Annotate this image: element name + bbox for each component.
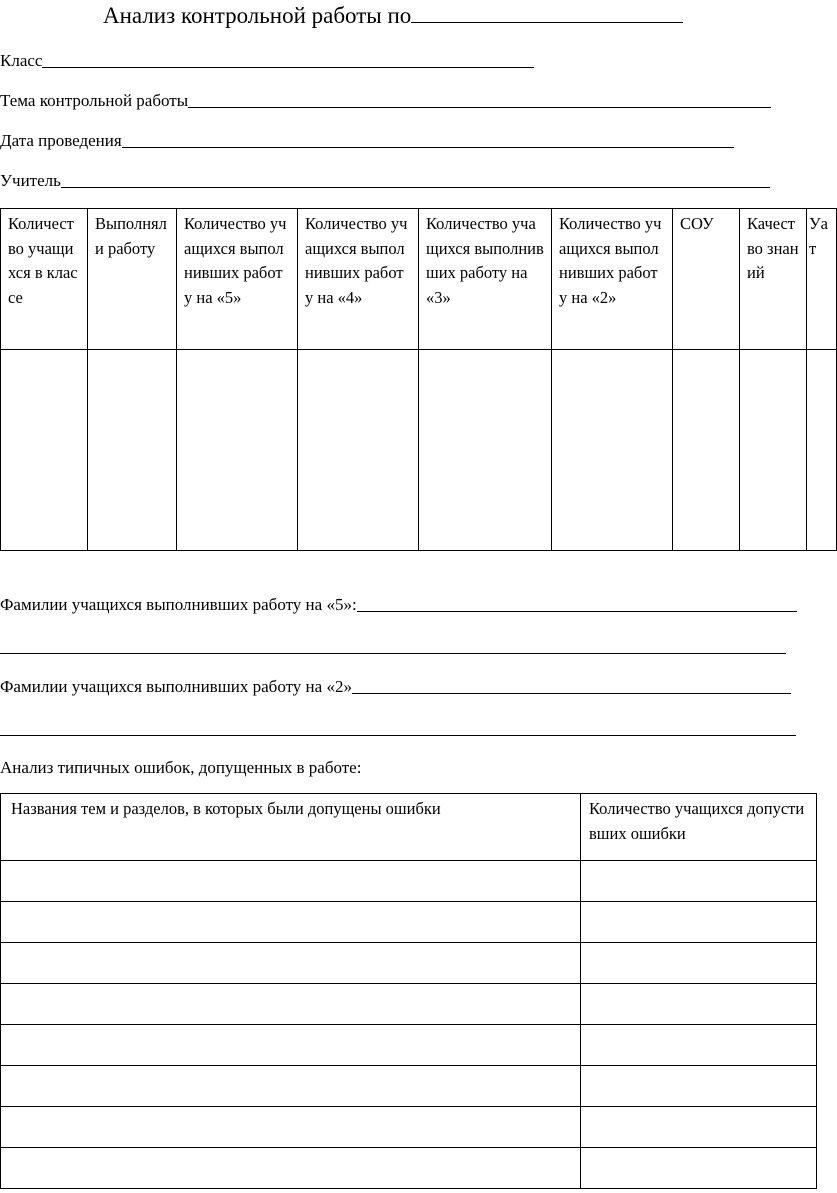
input-cell[interactable] <box>1 902 581 943</box>
names-5-blank-line[interactable] <box>0 653 786 654</box>
class-field[interactable] <box>0 50 534 72</box>
input-cell[interactable] <box>581 1025 817 1066</box>
teacher-field[interactable] <box>0 170 770 192</box>
table-row <box>1 984 817 1025</box>
input-cell[interactable] <box>1 943 581 984</box>
title-text: Анализ контрольной работы по <box>103 3 412 28</box>
page-title <box>103 2 683 30</box>
topic-label: Тема контрольной работы <box>0 91 189 110</box>
table-row <box>1 1066 817 1107</box>
names-2-blank[interactable] <box>352 692 791 694</box>
input-cell[interactable] <box>581 902 817 943</box>
input-cell[interactable] <box>298 350 419 551</box>
table-row <box>1 902 817 943</box>
header-cell: Выполняли работу <box>88 209 177 350</box>
date-field[interactable] <box>0 130 734 152</box>
header-cell: Количество учащихся выполнивших работу на «2» <box>552 209 673 350</box>
input-cell[interactable] <box>581 1066 817 1107</box>
table-row <box>1 1148 817 1189</box>
input-cell[interactable] <box>807 350 837 551</box>
topic-field[interactable] <box>0 90 771 112</box>
date-label: Дата проведения <box>0 131 122 150</box>
names-5-field[interactable] <box>0 594 797 616</box>
class-label: Класс <box>0 51 43 70</box>
input-cell[interactable] <box>1 1025 581 1066</box>
input-cell[interactable] <box>1 1066 581 1107</box>
table-row <box>1 1025 817 1066</box>
input-cell[interactable] <box>581 861 817 902</box>
input-cell[interactable] <box>419 350 552 551</box>
header-cell: Количество учащихся выполнивших работу на «5» <box>177 209 298 350</box>
names-2-blank-line[interactable] <box>0 735 796 736</box>
results-header-row <box>1 209 837 350</box>
header-cell: Уа т <box>807 209 837 350</box>
input-cell[interactable] <box>1 350 88 551</box>
input-cell[interactable] <box>740 350 807 551</box>
errors-header-row <box>1 794 817 861</box>
input-cell[interactable] <box>177 350 298 551</box>
errors-heading <box>0 757 361 779</box>
table-row <box>1 1107 817 1148</box>
input-cell[interactable] <box>581 1148 817 1189</box>
table-row <box>1 861 817 902</box>
input-cell[interactable] <box>1 984 581 1025</box>
header-cell: Качество знаний <box>740 209 807 350</box>
teacher-label: Учитель <box>0 171 61 190</box>
input-cell[interactable] <box>581 1107 817 1148</box>
input-cell[interactable] <box>673 350 740 551</box>
input-cell[interactable] <box>552 350 673 551</box>
table-row <box>1 943 817 984</box>
results-input-row <box>1 350 837 551</box>
names-5-label: Фамилии учащихся выполнивших работу на «5»: <box>0 595 357 614</box>
input-cell[interactable] <box>1 861 581 902</box>
input-cell[interactable] <box>1 1107 581 1148</box>
input-cell[interactable] <box>581 943 817 984</box>
header-cell: Названия тем и разделов, в которых были допущены ошибки <box>1 794 581 861</box>
results-table <box>0 208 837 551</box>
names-2-label: Фамилии учащихся выполнивших работу на «2» <box>0 677 352 696</box>
names-5-blank[interactable] <box>357 610 797 612</box>
errors-table <box>0 793 817 1189</box>
header-cell: Количество учащихся выполнивших работу на «4» <box>298 209 419 350</box>
date-blank[interactable] <box>122 146 734 148</box>
input-cell[interactable] <box>88 350 177 551</box>
class-blank[interactable] <box>42 66 534 68</box>
errors-label: Анализ типичных ошибок, допущенных в работе: <box>0 758 362 777</box>
subject-blank[interactable] <box>411 2 683 23</box>
input-cell[interactable] <box>1 1148 581 1189</box>
header-cell: СОУ <box>673 209 740 350</box>
teacher-blank[interactable] <box>61 186 770 188</box>
names-2-field[interactable] <box>0 676 791 698</box>
header-cell: Количество учащихся допустивших ошибки <box>581 794 817 861</box>
topic-blank[interactable] <box>188 106 771 108</box>
header-cell: Количество учащихся в классе <box>1 209 88 350</box>
header-cell: Количество учащихся выполнивших работу на «3» <box>419 209 552 350</box>
input-cell[interactable] <box>581 984 817 1025</box>
